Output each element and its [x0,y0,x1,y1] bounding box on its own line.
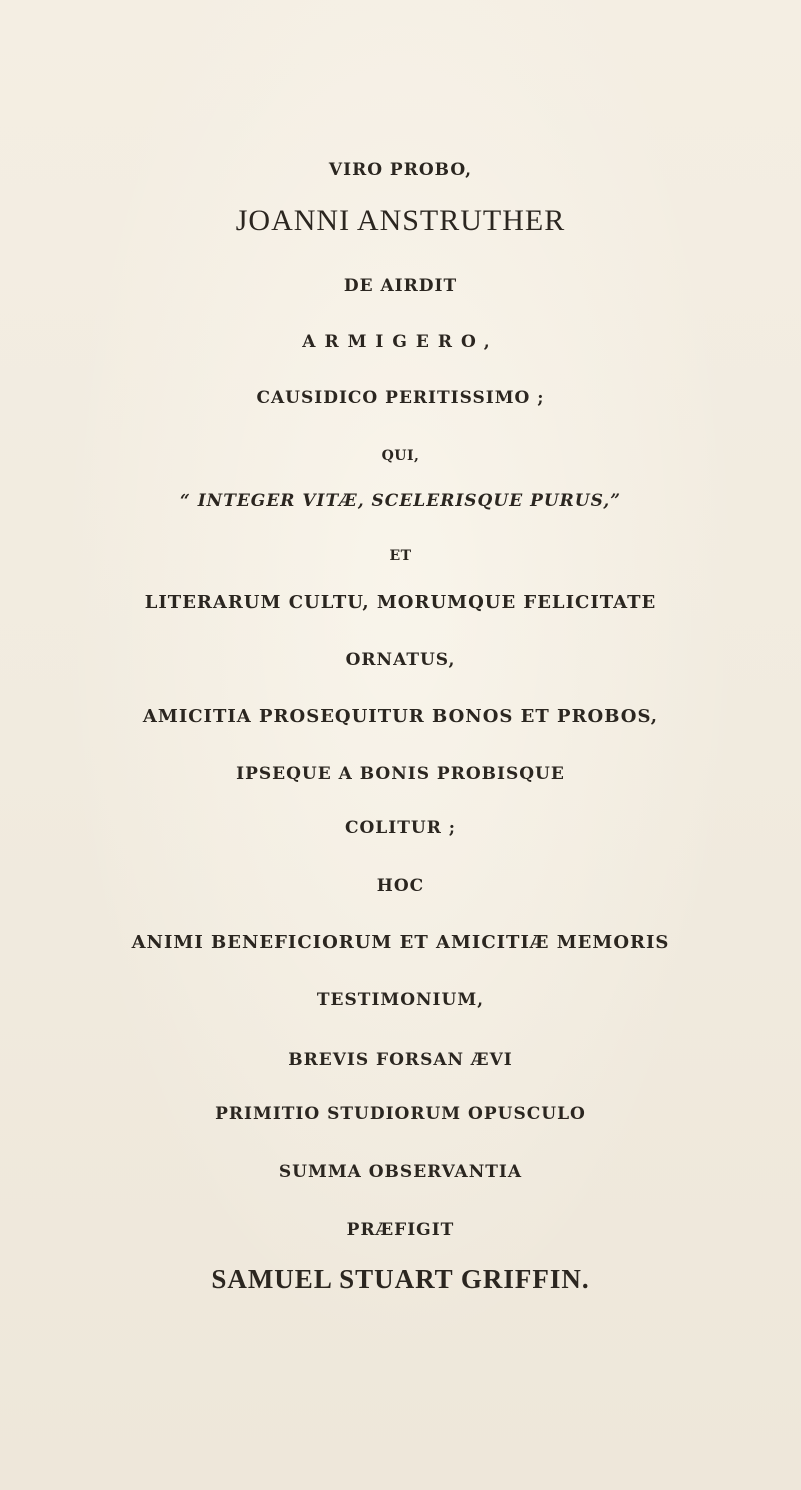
dedication-line-amicitia: AMICITIA PROSEQUITUR BONOS ET PROBOS, [142,706,659,727]
dedication-line-quotation: “ INTEGER VITÆ, SCELERISQUE PURUS,” [180,491,621,511]
dedication-line-summa: SUMMA OBSERVANTIA [278,1162,523,1182]
dedication-line-qui: QUI, [381,448,420,464]
dedication-line-hoc: HOC [376,876,425,896]
dedication-line-literarum: LITERARUM CULTU, MORUMQUE FELICITATE [144,592,657,613]
dedication-line-animi: ANIMI BENEFICIORUM ET AMICITIÆ MEMORIS [131,932,670,953]
dedication-line-armigero: ARMIGERO, [302,332,499,352]
dedication-line-testimonium: TESTIMONIUM, [316,990,485,1010]
dedication-line-viro-probo: VIRO PROBO, [328,160,473,180]
dedication-line-praefigit: PRÆFIGIT [346,1220,455,1240]
dedication-line-et: ET [389,548,412,564]
dedication-line-signature: SAMUEL STUART GRIFFIN. [211,1264,590,1294]
dedication-line-primitio: PRIMITIO STUDIORUM OPUSCULO [215,1104,586,1124]
dedication-line-causidico: CAUSIDICO PERITISSIMO ; [256,388,545,408]
dedication-line-ipseque: IPSEQUE A BONIS PROBISQUE [236,764,565,784]
dedication-line-brevis: BREVIS FORSAN ÆVI [288,1050,513,1070]
dedication-line-joanni-anstruther: JOANNI ANSTRUTHER [235,204,566,237]
dedication-line-de-airdit: DE AIRDIT [343,276,458,296]
dedication-line-ornatus: ORNATUS, [345,650,456,670]
dedication-line-colitur: COLITUR ; [344,818,457,838]
